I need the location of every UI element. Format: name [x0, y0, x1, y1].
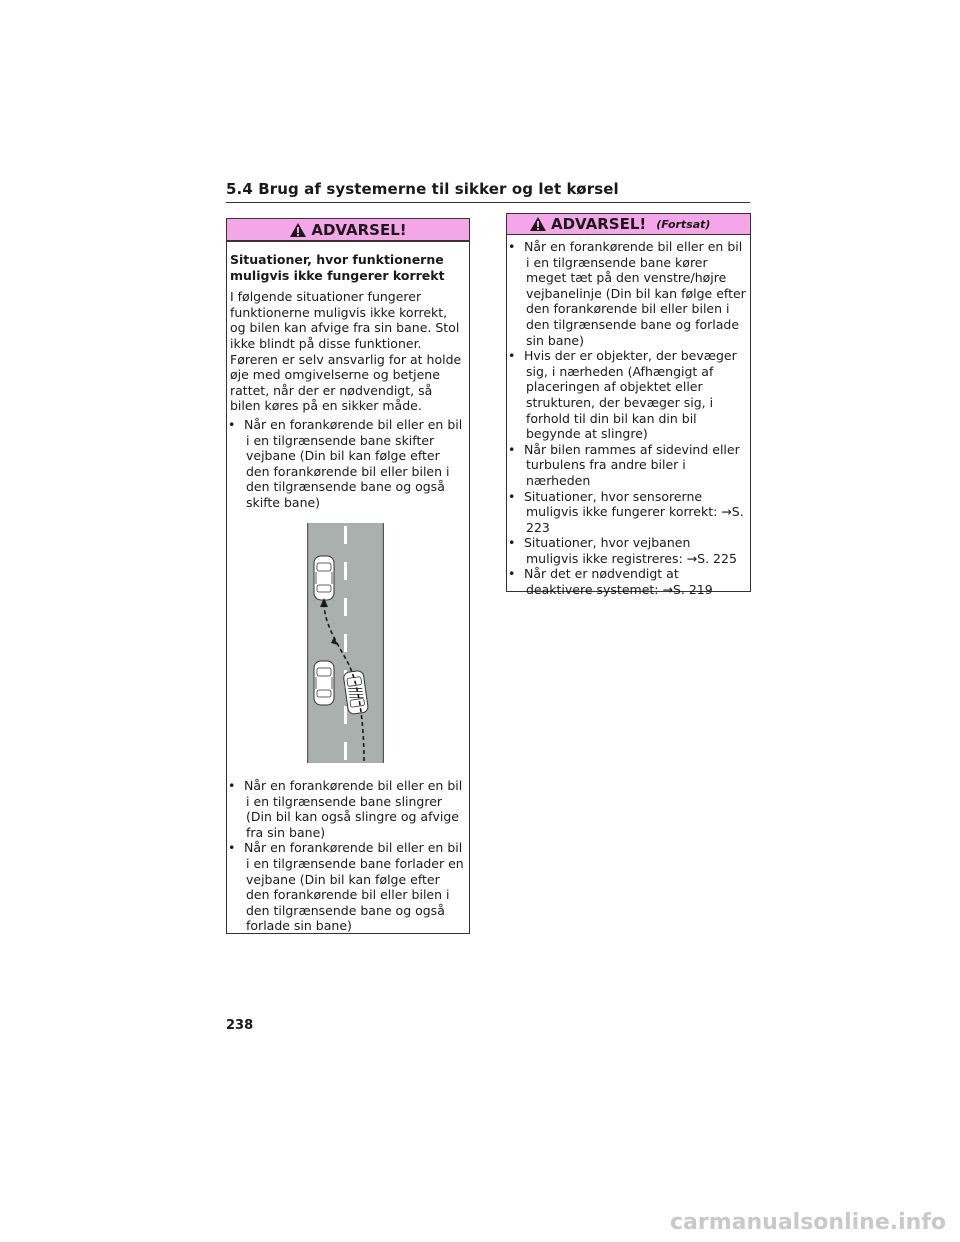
warning-header: [227, 219, 469, 242]
list-item: • Hvis der er objekter, der bevæger sig, i nærheden (Afhængigt af placeringen af objektet eller strukturen, der bevæger sig, i forhold til din bil kan din bil begynde at slingre): [508, 348, 737, 442]
warning-title: ADVARSEL!: [551, 215, 647, 233]
bullet-list-top: [230, 417, 465, 511]
warning-intro: I følgende situationer fungerer funktionerne muligvis ikke korrekt, og bilen kan afvige fra sin bane. Stol ikke blindt på disse funktioner. Føreren er selv ansvarlig for at holde øje med omgivelserne og betjene rattet, når der er nødvendigt, så bilen køres på en sikker måde.: [230, 289, 462, 414]
list-item: • Når en forankørende bil eller en bil i en tilgrænsende bane kører meget tæt på den venstre/højre vejbanelinje (Din bil kan følge efter den forankørende bil eller bilen i den tilgrænsende bane og forlade sin bane): [508, 239, 746, 348]
warning-subtitle: Situationer, hvor funktionerne muligvis ikke fungerer korrekt: [230, 252, 445, 283]
list-item: • Situationer, hvor vejbanen muligvis ikke registreres: →S. 225: [508, 535, 737, 566]
watermark: carmanualsonline.info: [670, 1210, 946, 1235]
list-item: • Når bilen rammes af sidevind eller turbulens fra andre biler i nærheden: [508, 441, 740, 488]
page-number: 238: [226, 1018, 254, 1033]
list-item: • Situationer, hvor sensorerne muligvis ikke fungerer korrekt: →S. 223: [508, 488, 744, 535]
continued-label: (Fortsat): [656, 217, 711, 231]
warning-triangle-icon: [289, 222, 307, 238]
car-adjacent-icon: [314, 661, 334, 705]
lane-change-illustration: [307, 523, 384, 763]
warning-title: ADVARSEL!: [311, 220, 407, 239]
warning-box-right: [506, 213, 751, 598]
warning-box-left: [226, 218, 470, 934]
list-item: • Når en forankørende bil eller en bil i en tilgrænsende bane forlader en vejbane (Din bil kan følge efter den forankørende bil eller bilen i den tilgrænsende bane og også forlade sin bane): [228, 840, 464, 934]
car-ahead-icon: [314, 556, 334, 600]
list-item: • Når en forankørende bil eller en bil i en tilgrænsende bane skifter vejbane (Din bil kan følge efter den forankørende bil eller bilen i den tilgrænsende bane og også skifte bane): [228, 416, 463, 510]
bullet-list-bottom: [230, 778, 465, 934]
bullet-list: [510, 239, 746, 598]
warning-triangle-icon: [529, 216, 547, 232]
list-item: • Når en forankørende bil eller en bil i en tilgrænsende bane slingrer (Din bil kan også slingre og afvige fra sin bane): [228, 778, 463, 840]
list-item: • Når det er nødvendigt at deaktivere systemet: →S. 219: [508, 566, 713, 598]
warning-header-continued: [507, 214, 750, 235]
section-header: 5.4 Brug af systemerne til sikker og let kørsel: [226, 180, 750, 203]
